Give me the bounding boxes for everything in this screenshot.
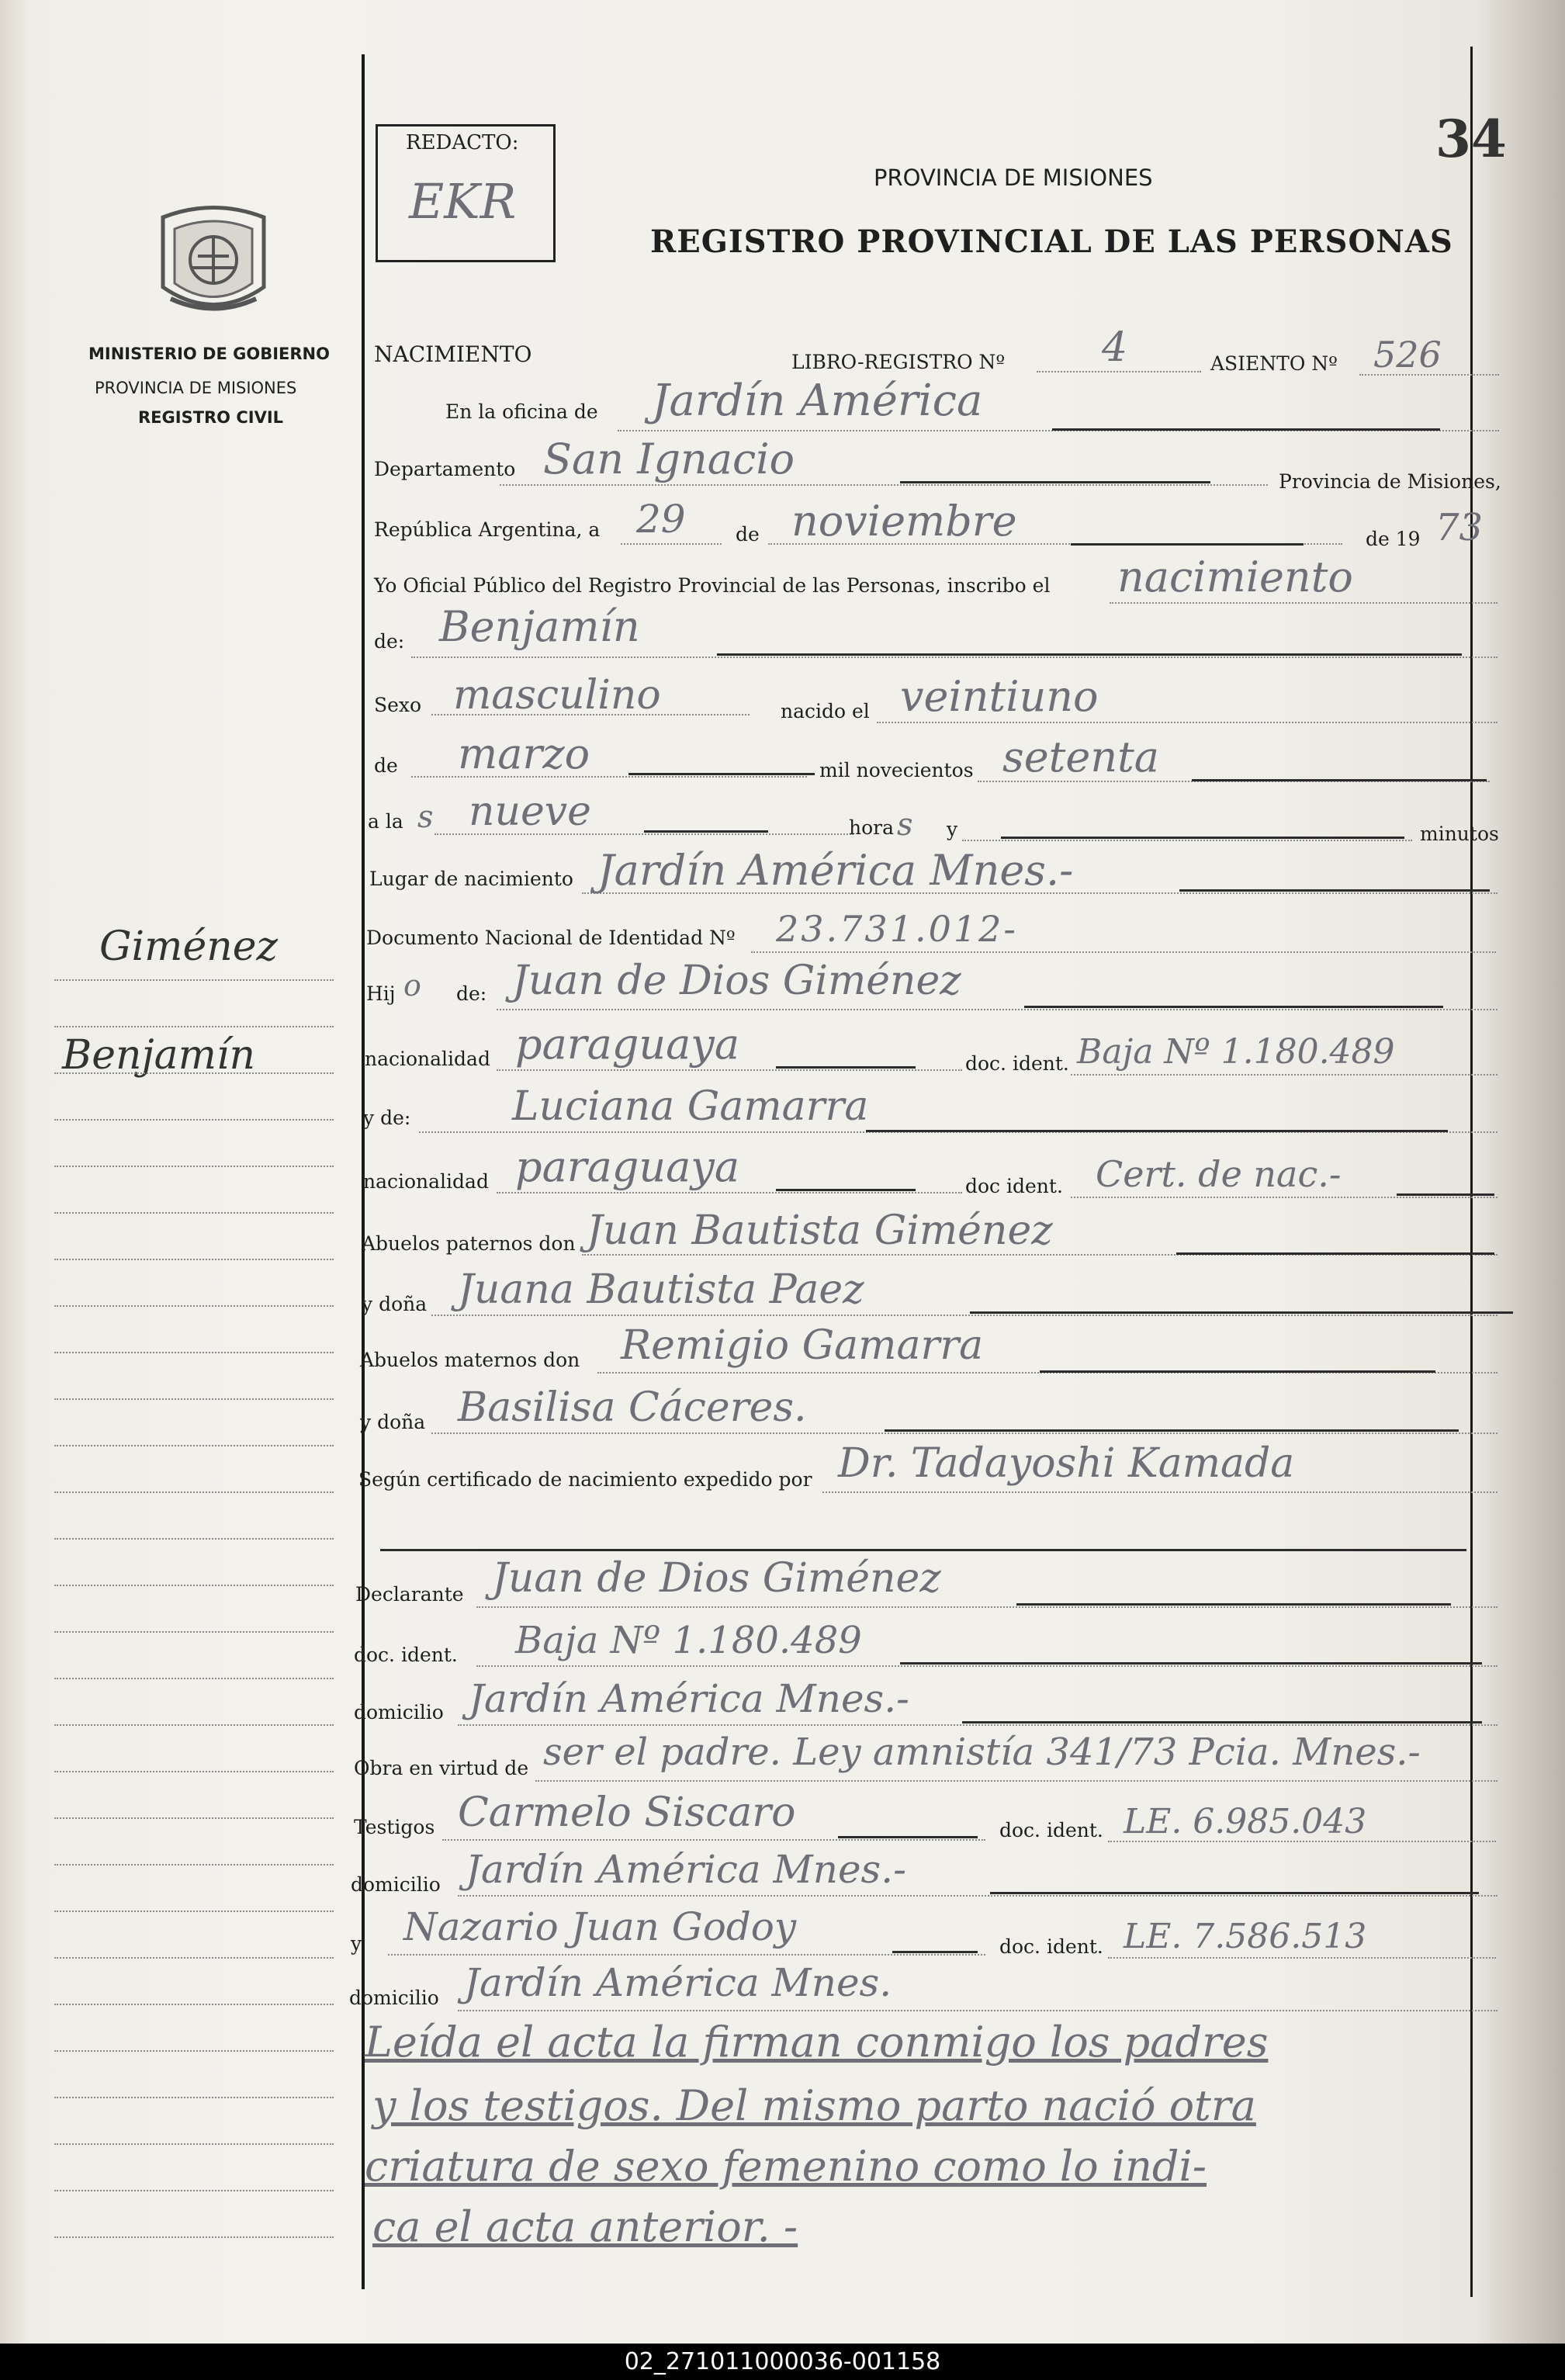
nacido-line: [877, 722, 1497, 723]
testigo1-doc-label: doc. ident.: [999, 1819, 1103, 1841]
note-line-1: Leída el acta la firman conmigo los padres: [365, 2018, 1269, 2066]
dni-line: [751, 951, 1496, 953]
margin-rule: [54, 1259, 334, 1260]
dni-label: Documento Nacional de Identidad Nº: [366, 927, 736, 949]
segun-line: [822, 1491, 1497, 1493]
registration-month: noviembre: [791, 497, 1017, 546]
provincial-seal-icon: [147, 194, 279, 326]
nacido-label: nacido el: [781, 700, 870, 722]
obra-label: Obra en virtud de: [354, 1757, 529, 1779]
lugar-label: Lugar de nacimiento: [369, 868, 573, 890]
paternal-grandfather: Juan Bautista Giménez: [587, 1207, 1053, 1254]
paternal-grandmother: Juana Bautista Paez: [458, 1266, 864, 1313]
margin-name: Benjamín: [62, 1032, 256, 1079]
margin-rule: [54, 1166, 334, 1167]
decl-doc-label: doc. ident.: [354, 1644, 458, 1666]
de-label: de: [736, 523, 760, 546]
mother-nat-line: [497, 1192, 962, 1193]
abuela-m-label: y doña: [360, 1411, 426, 1433]
witness1-name: Carmelo Siscaro: [458, 1789, 796, 1836]
testigo1-dash: [838, 1836, 978, 1838]
margin-rule: [54, 2097, 334, 2098]
father-doc-label: doc. ident.: [965, 1052, 1069, 1075]
father-nat-label: nacionalidad: [365, 1048, 490, 1070]
decl-doc-line: [476, 1665, 1497, 1667]
redacto-initials: EKR: [409, 173, 517, 230]
right-margin-rule: [1470, 47, 1473, 2297]
declarante-line: [476, 1606, 1497, 1608]
abuelos-p-label: Abuelos paternos don: [362, 1232, 576, 1255]
margin-rule: [54, 1119, 334, 1121]
mother-nat-dash: [776, 1189, 916, 1191]
father-nationality: paraguaya: [515, 1020, 740, 1069]
margin-rule: [54, 2004, 334, 2005]
birth-hour: nueve: [469, 788, 591, 835]
hora-label: hora: [849, 816, 895, 839]
margin-rule: [54, 1957, 334, 1959]
provincia-suffix: Provincia de Misiones,: [1279, 470, 1501, 493]
margin-rule: [54, 2236, 334, 2238]
obra-line: [535, 1780, 1497, 1782]
testigo2-doc-line: [1108, 1957, 1496, 1959]
decl-doc-dash: [900, 1662, 1482, 1665]
oficina-dash: [1052, 428, 1440, 431]
departamento-line: [500, 484, 1268, 486]
year-label: de 19: [1366, 528, 1421, 550]
mother-document: Cert. de nac.-: [1096, 1153, 1342, 1195]
y-label: y: [947, 818, 958, 840]
redacto-box: [376, 124, 556, 262]
testigo2-dom-label: domicilio: [349, 1987, 439, 2009]
note-line-4: ca el acta anterior. -: [372, 2202, 798, 2251]
departamento-label: Departamento: [374, 458, 516, 480]
segun-dash-2: [380, 1549, 1466, 1551]
margin-rule: [54, 1771, 334, 1772]
testigo1-line: [442, 1839, 985, 1841]
declarant-address: Jardín América Mnes.-: [469, 1676, 909, 1721]
republica-label: República Argentina, a: [374, 518, 601, 541]
maternal-grandmother: Basilisa Cáceres.: [458, 1384, 807, 1431]
margin-rule: [54, 1864, 334, 1866]
file-id-caption: 02_271011000036-001158: [0, 2344, 1565, 2380]
minutos-line: [962, 840, 1412, 841]
declarant-document: Baja Nº 1.180.489: [515, 1619, 862, 1662]
margin-rule: [54, 1026, 334, 1027]
abuelos-m-label: Abuelos maternos don: [360, 1349, 580, 1371]
libro-line: [1037, 371, 1201, 372]
act-type: nacimiento: [1117, 553, 1353, 601]
header-title: REGISTRO PROVINCIAL DE LAS PERSONAS: [650, 223, 1453, 260]
birth-place: Jardín América Mnes.-: [597, 846, 1074, 895]
name-line: [411, 656, 1497, 658]
asiento-label: ASIENTO Nº: [1210, 352, 1338, 375]
decl-dom-dash: [962, 1721, 1482, 1724]
testigo2-dash: [892, 1951, 978, 1953]
note-line-3: criatura de sexo femenino como lo indi-: [365, 2142, 1207, 2191]
birth-month-dash: [628, 773, 815, 775]
father-nat-line: [497, 1069, 962, 1071]
mother-doc-line: [1071, 1197, 1497, 1198]
margin-rule: [54, 1398, 334, 1400]
page-number: 34: [1435, 109, 1507, 169]
certifying-doctor: Dr. Tadayoshi Kamada: [838, 1440, 1295, 1487]
mil-label: mil novecientos: [819, 759, 974, 781]
de3-label: de: [374, 754, 398, 777]
testigo2-line: [388, 1954, 985, 1956]
margin-rule: [54, 1724, 334, 1726]
departamento-dash: [900, 481, 1210, 483]
mother-nat-label: nacionalidad: [363, 1170, 489, 1193]
father-line: [497, 1009, 1497, 1010]
legal-basis: ser el padre. Ley amnistía 341/73 Pcia. Mnes.-: [543, 1730, 1421, 1774]
oficina-label: En la oficina de: [445, 400, 598, 423]
testigo1-dom-dash: [990, 1892, 1479, 1894]
margin-rule: [54, 1538, 334, 1540]
father-dash: [1024, 1006, 1443, 1008]
sidebar-provincia: PROVINCIA DE MISIONES: [95, 379, 297, 397]
margin-rule: [54, 1445, 334, 1446]
ala-mark: s: [417, 799, 434, 835]
declarante-label: Declarante: [355, 1583, 464, 1606]
child-name: Benjamín: [439, 602, 640, 651]
month-dash: [1071, 543, 1304, 546]
libro-value: 4: [1102, 324, 1128, 371]
decl-dom-line: [458, 1724, 1497, 1726]
father-nat-dash: [776, 1066, 916, 1069]
hora-dash: [644, 830, 768, 833]
abuela-m-line: [431, 1433, 1497, 1434]
testigo2-y-label: y: [351, 1932, 362, 1955]
margin-rule: [54, 1352, 334, 1353]
testigo1-dom-label: domicilio: [351, 1873, 441, 1896]
declarante-dash: [1016, 1603, 1451, 1606]
witness1-address: Jardín América Mnes.-: [466, 1847, 906, 1892]
birth-month: marzo: [458, 729, 590, 778]
declarant-name: Juan de Dios Giménez: [492, 1555, 941, 1602]
ala-label: a la: [368, 810, 403, 833]
witness2-name: Nazario Juan Godoy: [403, 1904, 797, 1949]
hijo-de-label: de:: [456, 982, 487, 1005]
note-line-2: y los testigos. Del mismo parto nació otra: [372, 2081, 1256, 2130]
hora-mark: s: [897, 807, 913, 843]
hijo-label: Hij: [366, 982, 396, 1005]
margin-surname: Giménez: [99, 923, 278, 970]
oficina-value: Jardín América: [652, 376, 983, 426]
sidebar-registro: REGISTRO CIVIL: [138, 408, 284, 427]
registration-year: 73: [1435, 506, 1484, 549]
abuela-p-label: y doña: [362, 1293, 428, 1315]
sexo-label: Sexo: [374, 694, 422, 716]
header-province: PROVINCIA DE MISIONES: [874, 165, 1153, 191]
lugar-dash: [1179, 889, 1490, 892]
mother-doc-label: doc ident.: [965, 1175, 1063, 1197]
dni-value: 23.731.012-: [776, 908, 1018, 950]
testigo1-dom-line: [458, 1895, 1497, 1897]
margin-rule: [54, 979, 334, 981]
minutos-dash: [1001, 837, 1404, 839]
hijo-mark: o: [403, 968, 421, 1003]
registration-day: 29: [636, 497, 686, 542]
record-type: NACIMIENTO: [374, 341, 532, 367]
margin-rule: [54, 1678, 334, 1679]
oficial-line: [1110, 602, 1497, 604]
birth-year: setenta: [1002, 733, 1159, 781]
minutos-label: minutos: [1420, 823, 1499, 845]
sidebar-ministerio: MINISTERIO DE GOBIERNO: [88, 345, 330, 363]
abuela-p-line: [431, 1315, 1497, 1316]
birth-year-dash: [1192, 779, 1487, 781]
name-dash: [717, 653, 1462, 656]
libro-label: LIBRO-REGISTRO Nº: [791, 351, 1006, 373]
witness1-document: LE. 6.985.043: [1124, 1802, 1367, 1841]
witness2-document: LE. 7.586.513: [1124, 1917, 1367, 1956]
father-doc-line: [1071, 1074, 1497, 1076]
sex-value: masculino: [453, 672, 661, 719]
testigo2-doc-label: doc. ident.: [999, 1935, 1103, 1958]
asiento-value: 526: [1373, 334, 1442, 376]
margin-rule: [54, 1631, 334, 1633]
mother-name: Luciana Gamarra: [512, 1083, 869, 1130]
birth-day: veintiuno: [900, 672, 1099, 721]
mother-label: y de:: [363, 1107, 411, 1129]
margin-rule: [54, 1212, 334, 1214]
mother-dash: [866, 1130, 1448, 1132]
abuela-m-dash: [885, 1429, 1459, 1432]
abuela-p-dash: [970, 1311, 1513, 1314]
margin-rule: [54, 1491, 334, 1493]
oficial-label: Yo Oficial Público del Registro Provincial de las Personas, inscribo el: [374, 574, 1051, 597]
witness2-address: Jardín América Mnes.: [464, 1960, 892, 2005]
margin-rule: [54, 2050, 334, 2052]
testigos-label: Testigos: [354, 1816, 435, 1838]
mother-doc-dash: [1397, 1193, 1494, 1196]
margin-rule: [54, 1072, 334, 1074]
segun-label: Según certificado de nacimiento expedido por: [358, 1468, 812, 1491]
abuelo-m-dash: [1040, 1370, 1435, 1373]
redacto-label: REDACTO:: [406, 131, 519, 154]
father-document: Baja Nº 1.180.489: [1077, 1032, 1395, 1072]
mother-nationality: paraguaya: [515, 1142, 740, 1191]
testigo2-dom-line: [458, 2010, 1497, 2011]
day-line: [621, 543, 722, 545]
margin-rule: [54, 1817, 334, 1819]
name-label: de:: [374, 630, 405, 653]
abuelo-p-dash: [1176, 1252, 1494, 1255]
decl-dom-label: domicilio: [354, 1701, 444, 1724]
margin-rule: [54, 2190, 334, 2191]
maternal-grandfather: Remigio Gamarra: [621, 1322, 984, 1369]
father-name: Juan de Dios Giménez: [512, 958, 961, 1004]
departamento-value: San Ignacio: [543, 435, 795, 483]
margin-rule: [54, 1305, 334, 1307]
margin-rule: [54, 1911, 334, 1912]
margin-rule: [54, 2143, 334, 2145]
margin-rule: [54, 1585, 334, 1586]
